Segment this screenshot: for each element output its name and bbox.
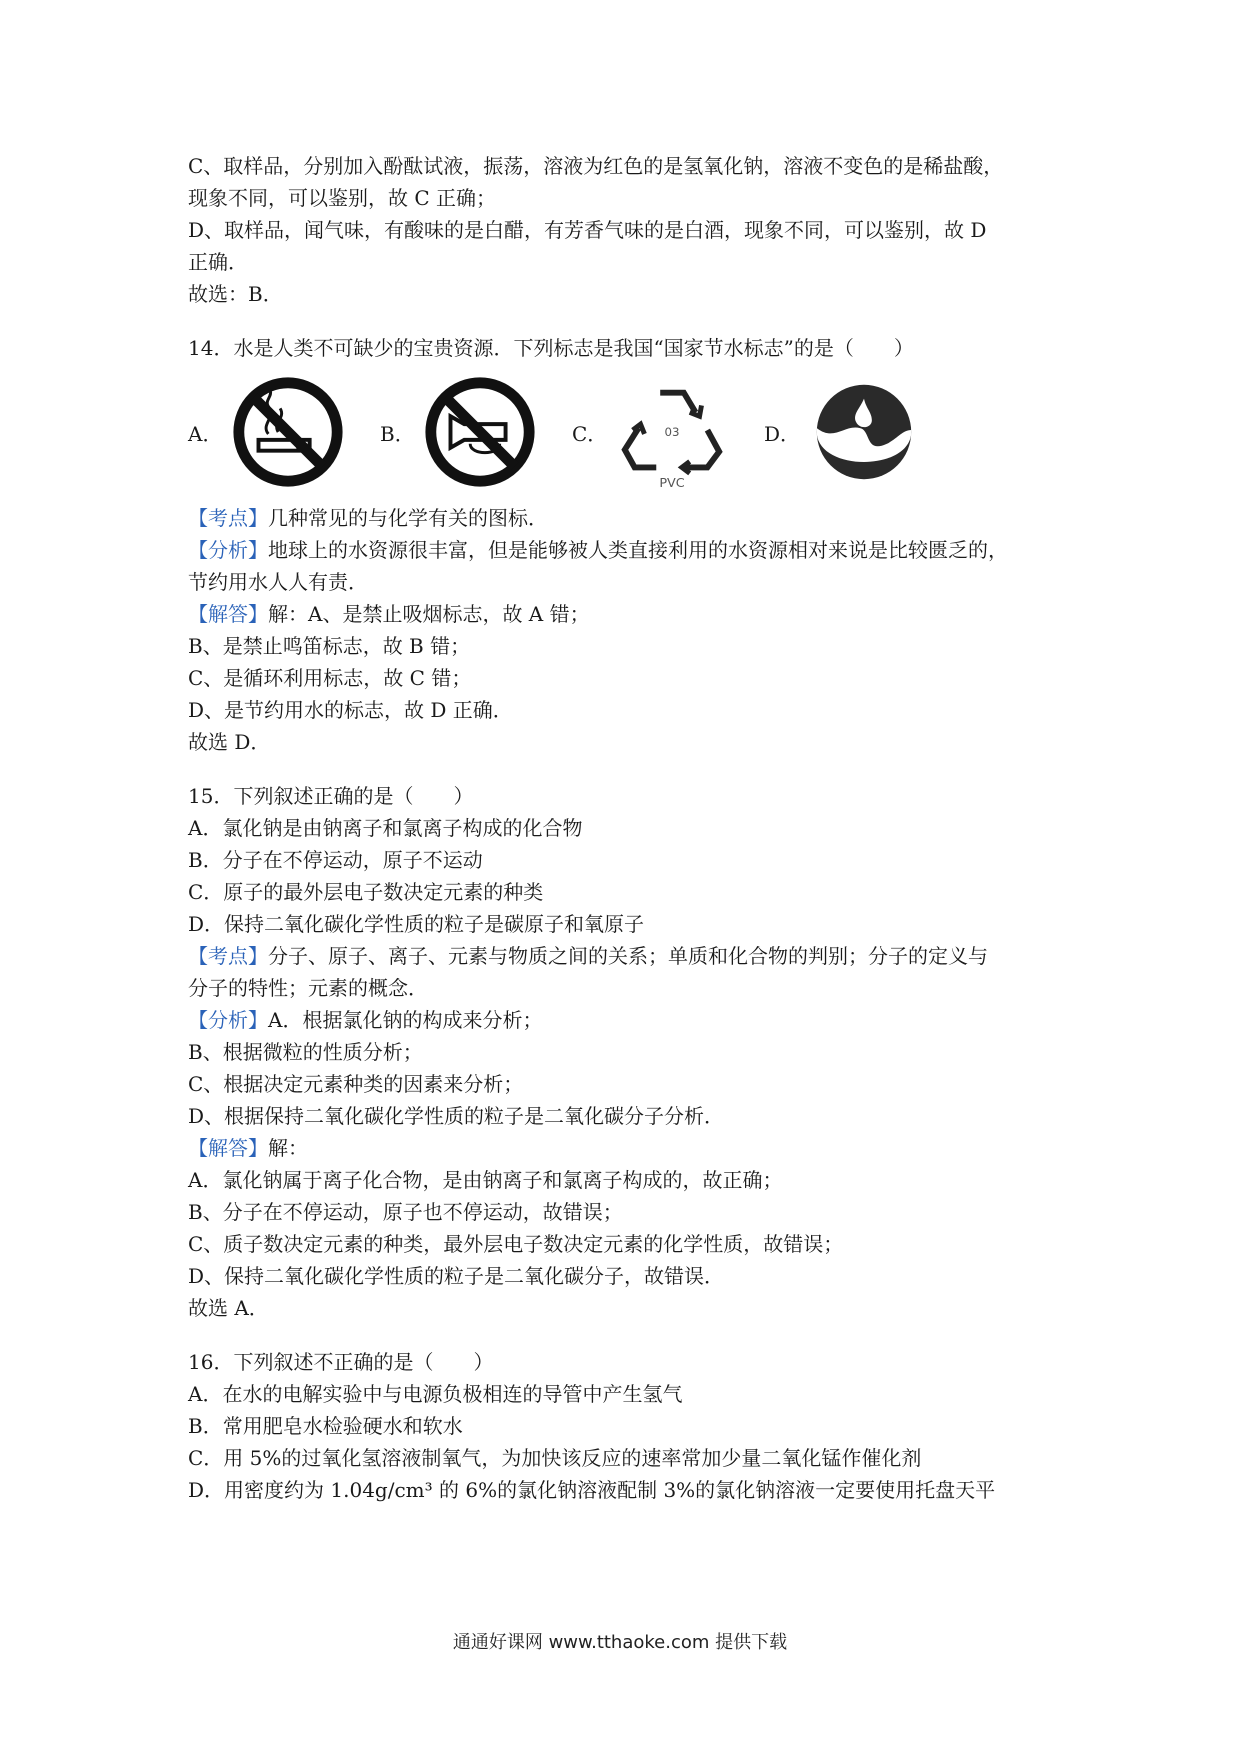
- q16-option-d: D．用密度约为 1.04g/cm³ 的 6%的氯化钠溶液配制 3%的氯化钠溶液一定要使用托盘天平: [188, 1478, 996, 1502]
- pvc-text: PVC: [659, 476, 685, 491]
- q14-kaodian-tag: 【考点】: [188, 506, 268, 530]
- q15-jieda-text-1: A．氯化钠属于离子化合物，是由钠离子和氯离子构成的，故正确；: [188, 1168, 783, 1192]
- q15-conclusion: 故选 A．: [188, 1296, 269, 1320]
- document-body: [188, 150, 1068, 1506]
- q14-options: [188, 368, 1068, 496]
- q15-option-c: C．原子的最外层电子数决定元素的种类: [188, 880, 544, 904]
- q15-fenxi-text-2: B、根据微粒的性质分析；: [188, 1040, 423, 1064]
- q15-question: 15．下列叙述正确的是（ ）: [188, 784, 474, 808]
- q16-question: 16．下列叙述不正确的是（ ）: [188, 1350, 494, 1374]
- q14-fenxi-text-2: 节约用水人人有责．: [188, 570, 368, 594]
- page-footer: 通通好课网 www.tthaoke.com 提供下载: [452, 1632, 788, 1653]
- q14-option-a-label: A．: [188, 421, 223, 446]
- q14-jieda: [188, 598, 1068, 630]
- q15-option-d: D．保持二氧化碳化学性质的粒子是碳原子和氧原子: [188, 912, 645, 936]
- prev-answer-d-line2: 正确．: [188, 250, 248, 274]
- recycle-code-text: 03: [664, 424, 680, 439]
- q14-jieda-text-1: 解：A、是禁止吸烟标志，故 A 错；: [268, 602, 590, 626]
- q15-kaodian-text-1: 分子、原子、离子、元素与物质之间的关系；单质和化合物的判别；分子的定义与: [268, 944, 988, 968]
- q14-jieda-text-4: D、是节约用水的标志，故 D 正确．: [188, 698, 513, 722]
- q14-kaodian: [188, 502, 1068, 534]
- q14-option-b-label: B．: [380, 421, 415, 446]
- prev-answer-c-line1: C、取样品，分别加入酚酞试液，振荡，溶液为红色的是氢氧化钠，溶液不变色的是稀盐酸，: [188, 154, 1004, 178]
- q15-jieda: [188, 1132, 1068, 1164]
- q14-option-c-label: C．: [572, 421, 608, 446]
- no-smoking-icon: [224, 373, 352, 491]
- q14-kaodian-text: 几种常见的与化学有关的图标．: [268, 506, 548, 530]
- q14-jieda-tag: 【解答】: [188, 602, 268, 626]
- q15-jieda-text-4: D、保持二氧化碳化学性质的粒子是二氧化碳分子，故错误．: [188, 1264, 725, 1288]
- prev-answer-c-line2: 现象不同，可以鉴别，故 C 正确；: [188, 186, 497, 210]
- q16-option-c: C．用 5%的过氧化氢溶液制氧气，为加快该反应的速率常加少量二氧化锰作催化剂: [188, 1446, 922, 1470]
- q15-fenxi-tag: 【分析】: [188, 1008, 268, 1032]
- q15-jieda-tag: 【解答】: [188, 1136, 268, 1160]
- q15-fenxi-text-3: C、根据决定元素种类的因素来分析；: [188, 1072, 524, 1096]
- q14-question: 14．水是人类不可缺少的宝贵资源．下列标志是我国“国家节水标志”的是（ ）: [188, 336, 914, 360]
- q14-fenxi-tag: 【分析】: [188, 538, 268, 562]
- prev-answer-conclusion: 故选：B．: [188, 282, 283, 306]
- q15-option-b: B．分子在不停运动，原子不运动: [188, 848, 483, 872]
- q14-fenxi: [188, 534, 1068, 566]
- q14-option-d-label: D．: [764, 421, 801, 446]
- q14-jieda-text-3: C、是循环利用标志，故 C 错；: [188, 666, 472, 690]
- water-saving-icon: [800, 373, 928, 491]
- no-horn-icon: [416, 373, 544, 491]
- q15-jieda-text-3: C、质子数决定元素的种类，最外层电子数决定元素的化学性质，故错误；: [188, 1232, 844, 1256]
- prev-answer-d-line1: D、取样品，闻气味，有酸味的是白醋，有芳香气味的是白酒，现象不同，可以鉴别，故 D: [188, 218, 987, 242]
- q14-conclusion: 故选 D．: [188, 730, 271, 754]
- q15-kaodian-tag: 【考点】: [188, 944, 268, 968]
- q14-fenxi-text-1: 地球上的水资源很丰富，但是能够被人类直接利用的水资源相对来说是比较匮乏的，: [268, 538, 1008, 562]
- q15-fenxi-text-1: A．根据氯化钠的构成来分析；: [268, 1008, 543, 1032]
- q15-kaodian: [188, 940, 1068, 972]
- q15-kaodian-text-2: 分子的特性；元素的概念．: [188, 976, 428, 1000]
- q15-fenxi: [188, 1004, 1068, 1036]
- q14-jieda-text-2: B、是禁止鸣笛标志，故 B 错；: [188, 634, 471, 658]
- q15-jieda-text-0: 解：: [268, 1136, 308, 1160]
- q16-option-a: A．在水的电解实验中与电源负极相连的导管中产生氢气: [188, 1382, 683, 1406]
- q15-option-a: A．氯化钠是由钠离子和氯离子构成的化合物: [188, 816, 583, 840]
- q15-jieda-text-2: B、分子在不停运动，原子也不停运动，故错误；: [188, 1200, 623, 1224]
- q15-fenxi-text-4: D、根据保持二氧化碳化学性质的粒子是二氧化碳分子分析．: [188, 1104, 725, 1128]
- q16-option-b: B．常用肥皂水检验硬水和软水: [188, 1414, 463, 1438]
- recycle-pvc-icon: [608, 373, 736, 491]
